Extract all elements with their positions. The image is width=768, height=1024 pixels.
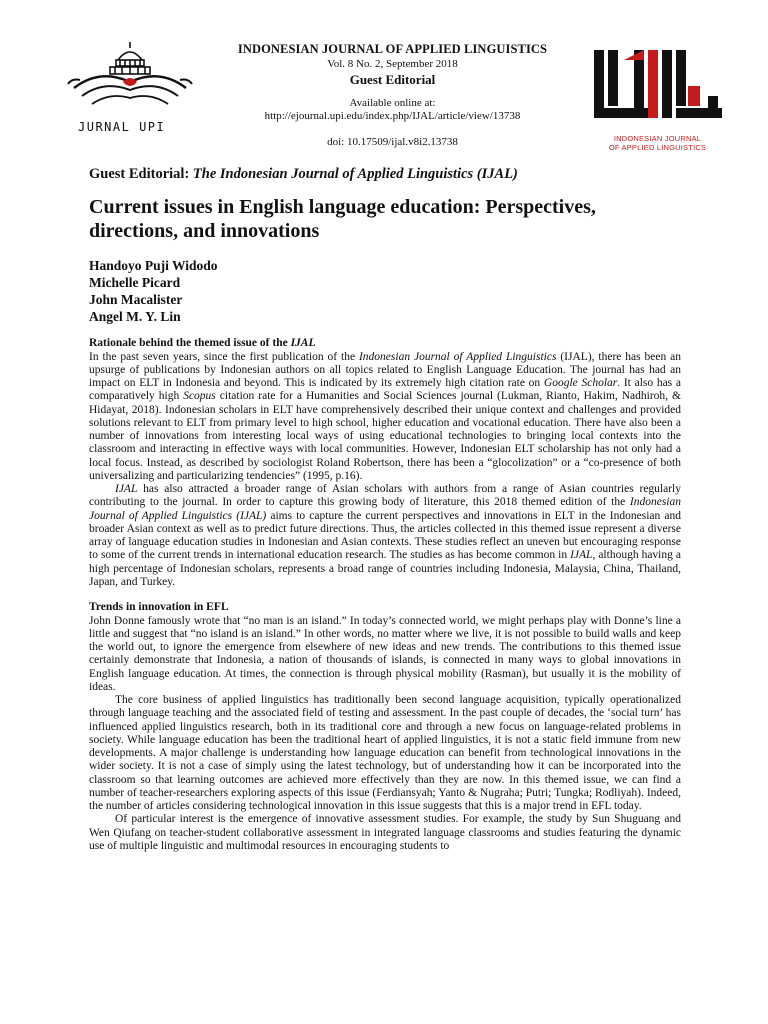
author-name: John Macalister xyxy=(89,292,183,307)
author-name: Michelle Picard xyxy=(89,275,181,290)
text-run: , although having a high percentage of Indonesian scholars, represents a broad range of countries including Indonesia, Malaysia, China, Thailand, Japan, and Turkey. xyxy=(89,549,681,588)
author-name: Angel M. Y. Lin xyxy=(89,309,181,324)
italic-run: IJAL xyxy=(115,483,138,495)
text-run: . It also has a comparatively high xyxy=(89,377,681,403)
article-title: Current issues in English language education: Perspectives, directions, and innovations xyxy=(89,196,596,242)
author-name: Handoyo Puji Widodo xyxy=(89,258,218,273)
section-heading-rationale xyxy=(89,337,681,351)
italic-run: Indonesian Journal of Applied Linguistics xyxy=(358,350,557,363)
jurnal-upi-logo xyxy=(60,38,200,148)
ijal-monogram-icon xyxy=(590,46,725,131)
paragraph: The core business of applied linguistics has traditionally been second language acquisition, typically operationalized through language teaching and the associated field of testing and assessment. In the past couple of decades, the ‘social turn’ has influenced applied linguistics research, both in its traditional core and through a new focus on language-related problems in society. While language education has been the traditional heart of applied linguistics, it is not a static field immune from new developments. A major challenge is understanding how language education can benefit from technological innovations in the wider society. It is not a case of simply using the latest technology, but of understanding how it can be incorporated into the classroom so that learning outcomes are achieved more effectively than they are now. In this themed issue, we can find a number of teacher-researchers exploring aspects of this issue (Ferdiansyah; Yanto & Nugraha; Putri; Tungka; Rodliyah). Indeed, the number of articles considering technological innovation in this issue suggests that this is a major trend in EFL today. xyxy=(89,694,681,812)
italic-run: Indonesian Journal of Applied Linguistics (IJAL) xyxy=(89,496,681,522)
editorial-line xyxy=(89,166,681,183)
section-heading-trends: Trends in innovation in EFL xyxy=(89,601,229,613)
article-type: Guest Editorial xyxy=(349,72,436,87)
journal-info xyxy=(200,42,585,148)
spacer xyxy=(89,589,681,595)
article-url-link[interactable]: http://ejournal.upi.edu/index.php/IJAL/article/view/13738 xyxy=(264,110,521,122)
author-list xyxy=(89,257,681,325)
article-doi[interactable]: doi: 10.17509/ijal.v8i2.13738 xyxy=(327,136,458,148)
ijal-sub-line-1: INDONESIAN JOURNAL xyxy=(613,134,702,143)
italic-run: Google Scholar xyxy=(543,377,618,389)
paragraph xyxy=(89,351,681,484)
paragraph: John Donne famously wrote that “no man is an island.” In today’s connected world, we might perhaps play with Donne’s line a little and suggest that “no island is an island.” In other words, no matter where we live, it is not possible to build walls and keep the world out, to ignore the emergence from elsewhere of new ideas and new trends. The contributions to this themed issue certainly demonstrate that Indonesia, a nation of thousands of islands, is connected in many ways to global innovations in English language education. At times, the connection is through physical mobility (Rasman), but usually it is the mobility of ideas. xyxy=(89,614,681,693)
journal-name: INDONESIAN JOURNAL OF APPLIED LINGUISTICS xyxy=(237,42,548,56)
paragraph xyxy=(89,483,681,589)
text-run: In the past seven years, since the first publication of the xyxy=(89,350,359,363)
ijal-sub-line-2: OF APPLIED LINGUISTICS xyxy=(608,143,707,152)
text-run: has also attracted a broader range of Asian scholars with authors from a range of Asian countries regularly contributing to the journal. In order to capture this growing body of literature, this 2018 themed edition of the xyxy=(89,483,681,509)
paragraph: Of particular interest is the emergence of innovative assessment studies. For example, the study by Sun Shuguang and Wen Qiufang on teacher-student collaborative assessment in integrated language classrooms and studies featuring the dynamic use of multiple linguistic and multimodal resources in encouraging students to xyxy=(89,813,681,852)
ijal-logo-subtitle xyxy=(590,134,725,152)
article-body xyxy=(89,166,681,853)
editorial-title: The Indonesian Journal of Applied Linguistics (IJAL) xyxy=(192,166,518,182)
italic-run: Scopus xyxy=(183,390,216,403)
available-online-label: Available online at: xyxy=(349,97,436,109)
journal-header xyxy=(60,38,720,158)
journal-volume: Vol. 8 No. 2, September 2018 xyxy=(327,58,458,70)
heading-text: Rationale behind the themed issue of the xyxy=(89,337,291,349)
editorial-prefix: Guest Editorial: xyxy=(89,166,190,182)
heading-italic: IJAL xyxy=(290,337,316,349)
text-run: citation rate for a Humanities and Social Sciences journal (Lukman, Rianto, Hakim, Nadhiroh, & Hidayat, 2018). Indonesian scholars in ELT have comprehensively described their unique context and challenges and provided solutions relevant to ELT from primary level to high school, higher education and vocational education. There have also been a number of innovations from interesting local ways of using educational technologies to bringing local contexts into the classroom and interacting in effective ways with local communities. However, Indonesian ELT scholarship has not only had a local focus. Instead, as described by sociologist Roland Robertson, there has been a “glocolization” or a “co-presence of both universalizing and particularizing tendencies” (1995, p.16). xyxy=(89,390,681,482)
text-run: (IJAL), there has been an upsurge of publications by Indonesian authors on all topics related to English Language Education. The journal has had an impact on ELT in Indonesia and beyond. This is indicated by its extremely high citation rate on xyxy=(89,350,682,389)
jurnal-upi-label: JURNAL UPI xyxy=(78,120,166,134)
text-run: aims to capture the current perspectives and innovations in ELT in the Indonesian and broader Asian context as well as to predict future directions. Thus, the articles collected in this themed issue represent a diverse array of language education studies in Indonesian and Asian contexts. These studies reflect an uneven but encouraging response to some of the current trends in international education research. The studies as has become common in xyxy=(89,509,681,562)
ijal-logo xyxy=(590,46,725,156)
italic-run: IJAL xyxy=(570,549,593,562)
jurnal-upi-emblem-icon xyxy=(60,38,200,118)
